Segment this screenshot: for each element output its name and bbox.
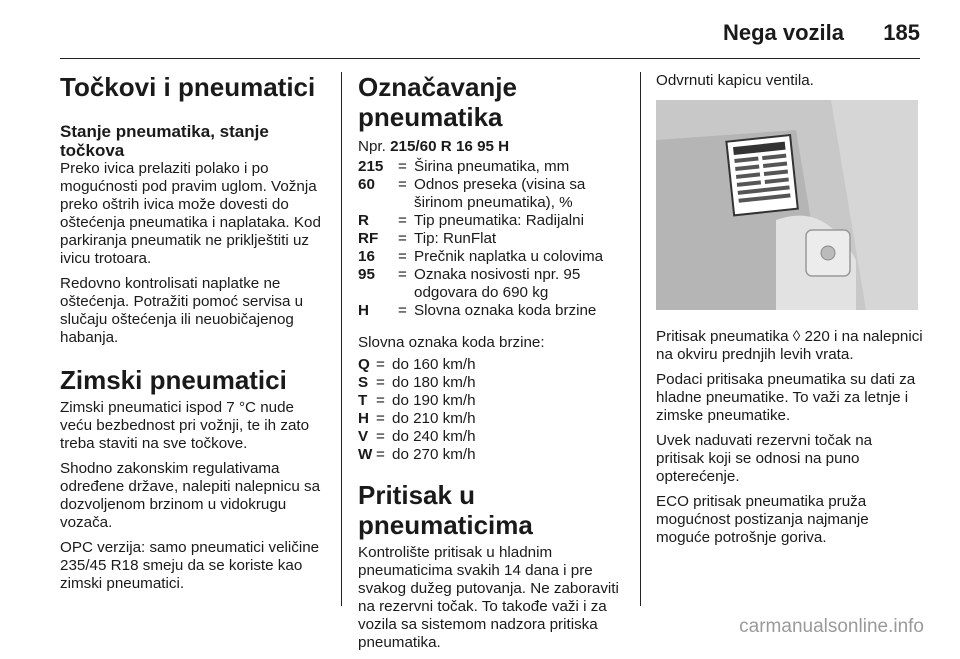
speed-text: do 180 km/h — [392, 374, 476, 391]
speed-text: do 240 km/h — [392, 428, 476, 445]
paragraph: Uvek naduvati rezervni točak na pritisak koji se odnosi na puno opterećenje. — [656, 432, 873, 485]
column-divider — [341, 72, 342, 606]
speed-eq: = — [376, 392, 385, 409]
speed-eq: = — [376, 428, 385, 445]
section-heading: Točkovi i pneumatici — [60, 72, 316, 102]
section-heading: Pritisak u pneumaticima — [358, 480, 533, 540]
paragraph: Pritisak pneumatika ◊ 220 i na nalepnici na okviru prednjih levih vrata. — [656, 328, 923, 363]
section-heading: Označavanje pneumatika — [358, 72, 517, 132]
paragraph: Odvrnuti kapicu ventila. — [656, 72, 814, 89]
definition-text: Širina pneumatika, mm — [414, 158, 570, 175]
definition-eq: = — [398, 248, 407, 265]
definition-key: 16 — [358, 248, 375, 265]
paragraph: ECO pritisak pneumatika pruža mogućnost postizanja najmanje moguće potrošnje goriva. — [656, 493, 869, 546]
speed-key: V — [358, 428, 369, 445]
paragraph: Podaci pritisaka pneumatika su dati za hladne pneumatike. To važi za letnje i zimske pneumatike. — [656, 371, 916, 424]
paragraph: Slovna oznaka koda brzine: — [358, 334, 545, 351]
definition-eq: = — [398, 230, 407, 247]
speed-eq: = — [376, 374, 385, 391]
speed-text: do 210 km/h — [392, 410, 476, 427]
speed-key: H — [358, 410, 369, 427]
definition-text: Tip: RunFlat — [414, 230, 497, 247]
speed-eq: = — [376, 410, 385, 427]
definition-key: 95 — [358, 266, 375, 283]
definition-eq: = — [398, 158, 407, 175]
speed-eq: = — [376, 356, 385, 373]
header-divider — [60, 58, 920, 59]
page-header — [0, 0, 960, 60]
speed-code-list — [358, 356, 630, 464]
watermark: carmanualsonline.info — [739, 616, 924, 637]
speed-key: Q — [358, 356, 370, 373]
definition-text: Odnos preseka (visina sa širinom pneumatika), % — [414, 176, 586, 211]
paragraph: Kontrolište pritisak u hladnim pneumaticima svakih 14 dana i pre svakog dužeg putovanja. Ne zaboraviti na rezervni točak. To takođe važi i za vozila sa sistemom nadzora pritiska pneumatika. — [358, 544, 619, 651]
paragraph: Shodno zakonskim regulativama određene države, nalepiti nalepnicu sa dozvoljenom brzinom u vidokrugu vozača. — [60, 460, 321, 531]
definition-text: Prečnik naplatka u colovima — [414, 248, 604, 265]
definition-key: 215 — [358, 158, 384, 175]
column-right — [656, 72, 924, 554]
definition-eq: = — [398, 212, 407, 229]
definition-text: Tip pneumatika: Radijalni — [414, 212, 584, 229]
definition-key: H — [358, 302, 369, 319]
column-left — [60, 72, 330, 600]
section-heading: Zimski pneumatici — [60, 365, 287, 395]
speed-eq: = — [376, 446, 385, 463]
column-middle — [358, 72, 630, 659]
page-number: 185 — [883, 20, 920, 45]
speed-key: T — [358, 392, 368, 409]
speed-key: W — [358, 446, 373, 463]
column-divider — [640, 72, 641, 606]
definition-eq: = — [398, 266, 407, 283]
example-prefix: Npr. — [358, 138, 386, 155]
paragraph: Redovno kontrolisati naplatke ne oštećenja. Potražiti pomoć servisa u slučaju oštećenja ili neuobičajenog habanja. — [60, 275, 304, 346]
definition-text: Slovna oznaka koda brzine — [414, 302, 597, 319]
speed-text: do 160 km/h — [392, 356, 476, 373]
door-frame-illustration — [656, 100, 918, 310]
definition-key: 60 — [358, 176, 375, 193]
section-title: Nega vozila — [722, 20, 844, 45]
definition-key: RF — [358, 230, 379, 247]
speed-text: do 270 km/h — [392, 446, 476, 463]
definition-eq: = — [398, 302, 407, 319]
definition-eq: = — [398, 176, 407, 193]
speed-text: do 190 km/h — [392, 392, 476, 409]
definition-key: R — [358, 212, 369, 229]
definition-text: Oznaka nosivosti npr. 95 odgovara do 690 kg — [414, 266, 581, 301]
example-code: 215/60 R 16 95 H — [390, 138, 510, 155]
speed-key: S — [358, 374, 369, 391]
paragraph: Preko ivica prelaziti polako i po mogućnosti pod pravim uglom. Vožnja preko oštrih ivica može dovesti do oštećenja pneumatika i naplataka. Kod parkiranja pneumatik ne priklještiti uz ivicu trotoara. — [60, 160, 321, 267]
paragraph: OPC verzija: samo pneumatici veličine 235/45 R18 smeju da se koriste kao zimski pneumatici. — [60, 539, 320, 592]
tire-pressure-label-photo — [656, 100, 918, 310]
subsection-heading: Stanje pneumatika, stanje točkova — [60, 122, 269, 160]
example-line — [358, 138, 630, 156]
tire-code-definitions — [358, 158, 630, 320]
paragraph: Zimski pneumatici ispod 7 °C nude veću bezbednost pri vožnji, te ih zato treba staviti na sve točkove. — [60, 399, 310, 452]
